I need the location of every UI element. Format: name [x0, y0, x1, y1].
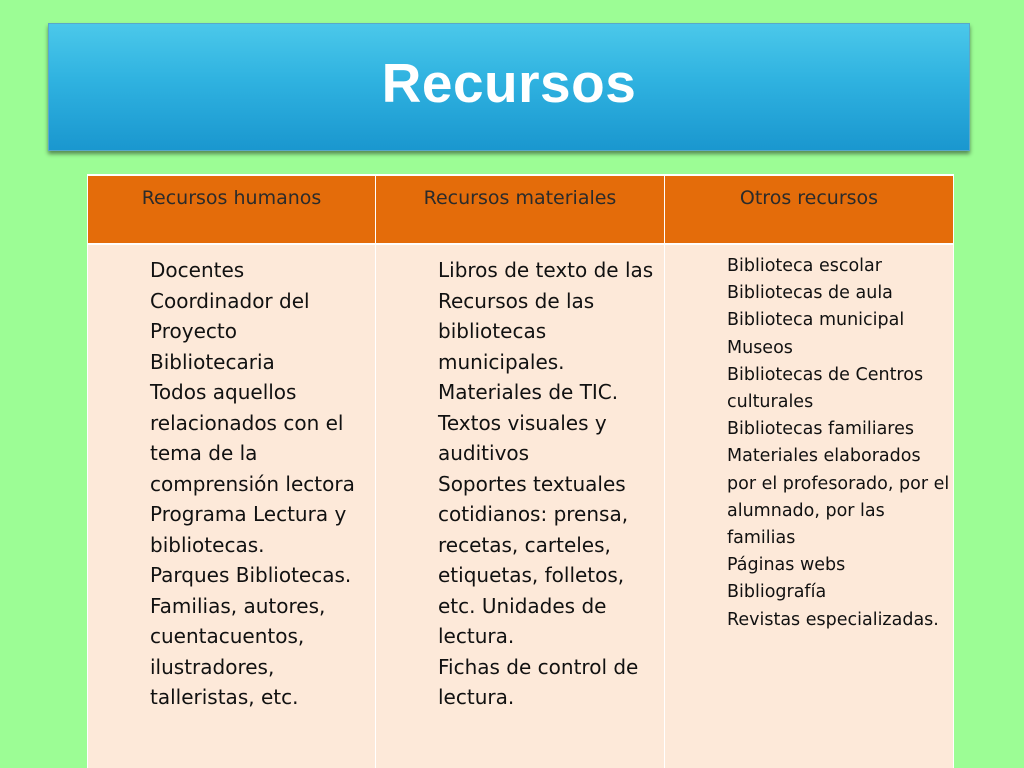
- title-banner: [48, 23, 970, 151]
- list-item: Recursos de las bibliotecas municipales.: [438, 288, 595, 374]
- list-item: Biblioteca escolar: [727, 256, 882, 276]
- resources-table-container: [87, 174, 953, 768]
- list-item: Coordinador del Proyecto: [150, 288, 310, 343]
- list-item: Museos: [727, 337, 793, 358]
- slide-title: Recursos: [381, 52, 637, 114]
- header-recursos-humanos: Recursos humanos: [88, 175, 376, 244]
- table-row: [88, 244, 954, 768]
- list-otros-recursos: [727, 253, 953, 634]
- list-item: Páginas webs: [727, 555, 846, 576]
- list-item: Materiales elaborados por el profesorado, por el alumnado, por las familias: [727, 446, 950, 549]
- list-item: Parques Bibliotecas.: [150, 563, 352, 587]
- list-item: Programa Lectura y bibliotecas.: [150, 502, 347, 557]
- list-item: Materiales de TIC.: [438, 380, 619, 404]
- list-recursos-humanos: [150, 255, 375, 713]
- table-header-row: [88, 175, 954, 244]
- resources-table: [87, 174, 954, 768]
- list-item: Revistas especializadas.: [727, 609, 939, 630]
- list-item: Familias, autores, cuentacuentos, ilustradores, talleristas, etc.: [150, 593, 326, 709]
- list-item: Textos visuales y auditivos: [438, 410, 607, 465]
- list-item: Bibliotecas familiares: [727, 419, 914, 440]
- list-item: Libros de texto de las: [438, 258, 654, 282]
- list-recursos-materiales: [438, 255, 664, 713]
- list-item: Todos aquellos relacionados con el tema de la comprensión lectora: [150, 380, 355, 496]
- list-item: Docentes: [150, 258, 245, 282]
- header-recursos-materiales: Recursos materiales: [376, 175, 665, 244]
- header-otros-recursos: Otros recursos: [665, 175, 954, 244]
- list-item: Biblioteca municipal: [727, 310, 905, 331]
- list-item: Bibliotecas de aula: [727, 283, 893, 304]
- list-item: Bibliotecas de Centros culturales: [727, 364, 924, 413]
- cell-recursos-materiales: [376, 244, 665, 768]
- list-item: Fichas de control de lectura.: [438, 654, 639, 709]
- list-item: Soportes textuales cotidianos: prensa, recetas, carteles, etiquetas, folletos, etc. Unidades de lectura.: [438, 471, 629, 648]
- list-item: Bibliografía: [727, 582, 827, 603]
- cell-otros-recursos: [665, 244, 954, 768]
- cell-recursos-humanos: [88, 244, 376, 768]
- list-item: Bibliotecaria: [150, 349, 275, 374]
